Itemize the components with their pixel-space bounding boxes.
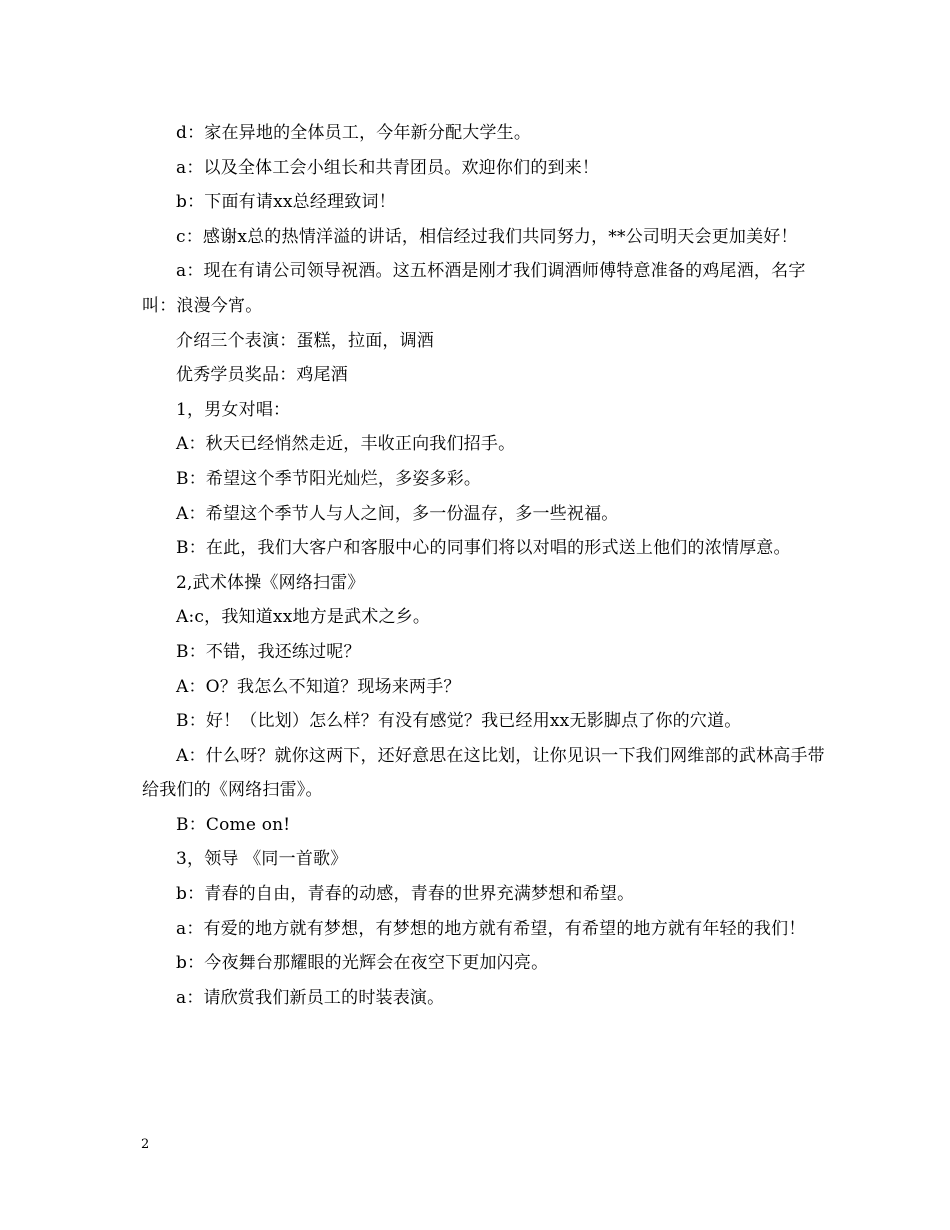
paragraph: 3，领导 《同一首歌》 bbox=[176, 849, 348, 870]
paragraph: c：感谢x总的热情洋溢的讲话，相信经过我们共同努力，**公司明天会更加美好！ bbox=[176, 226, 798, 247]
paragraph: b：青春的自由，青春的动感，青春的世界充满梦想和希望。 bbox=[176, 884, 635, 905]
paragraph: B：希望这个季节阳光灿烂，多姿多彩。 bbox=[176, 468, 482, 489]
paragraph: 2,武术体操《网络扫雷》 bbox=[176, 572, 365, 593]
paragraph: B：不错，我还练过呢？ bbox=[176, 641, 361, 662]
paragraph: 介绍三个表演：蛋糕，拉面，调酒 bbox=[176, 330, 434, 351]
paragraph: a：以及全体工会小组长和共青团员。欢迎你们的到来！ bbox=[176, 157, 600, 178]
paragraph: B：好！（比划）怎么样？有没有感觉？我已经用xx无影脚点了你的穴道。 bbox=[176, 711, 742, 732]
paragraph: B：Come on! bbox=[176, 814, 291, 835]
paragraph: A：秋天已经悄然走近，丰收正向我们招手。 bbox=[176, 434, 516, 455]
paragraph: A：什么呀？就你这两下，还好意思在这比划，让你见识一下我们网维部的武林高手带给我们的《网络扫雷》。 bbox=[142, 745, 825, 801]
page-number: 2 bbox=[141, 1137, 150, 1152]
paragraph: b：下面有请xx总经理致词！ bbox=[176, 192, 396, 213]
paragraph: a：现在有请公司领导祝酒。这五杯酒是刚才我们调酒师傅特意准备的鸡尾酒，名字叫：浪漫今宵。 bbox=[142, 261, 806, 316]
paragraph: 优秀学员奖品：鸡尾酒 bbox=[176, 365, 348, 386]
document-body bbox=[142, 116, 832, 1015]
paragraph: a：请欣赏我们新员工的时装表演。 bbox=[176, 987, 445, 1008]
paragraph: B：在此，我们大客户和客服中心的同事们将以对唱的形式送上他们的浓情厚意。 bbox=[176, 538, 791, 559]
paragraph: A：O？我怎么不知道？现场来两手？ bbox=[176, 676, 461, 697]
paragraph: A:c，我知道xx地方是武术之乡。 bbox=[176, 607, 431, 628]
paragraph: 1，男女对唱： bbox=[176, 399, 291, 420]
paragraph: a：有爱的地方就有梦想，有梦想的地方就有希望，有希望的地方就有年轻的我们！ bbox=[176, 918, 806, 939]
paragraph: d：家在异地的全体员工，今年新分配大学生。 bbox=[176, 123, 532, 143]
paragraph: A：希望这个季节人与人之间，多一份温存，多一些祝福。 bbox=[176, 503, 619, 524]
paragraph: b：今夜舞台那耀眼的光辉会在夜空下更加闪亮。 bbox=[176, 953, 549, 974]
